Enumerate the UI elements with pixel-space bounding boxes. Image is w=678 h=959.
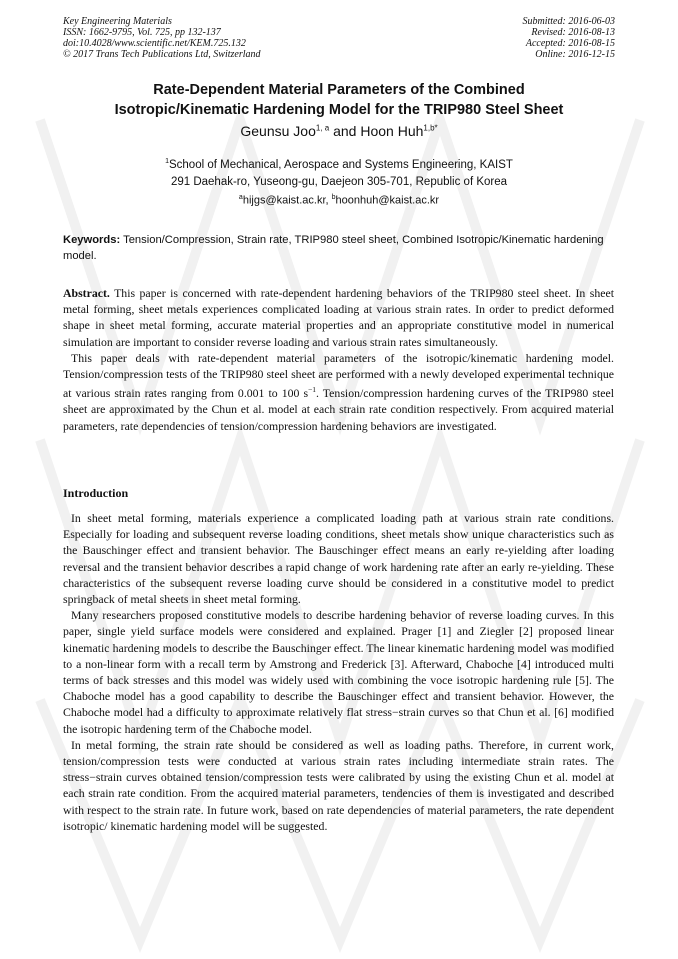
- intro-paragraph-2: Many researchers proposed constitutive models to describe hardening behavior of reverse loading curves. In this paper, single yield surface models were considered and explained. Prager [1] and Ziegler [2] proposed linear kinematic hardening models to describe the Bauschinger effect. The linear kinematic hardening model was modified to a non-linear form with a recall term by Amstrong and Frederick [3]. Afterward, Chaboche [4] introduced multi terms of back stresses and this model was widely used with combining the voce isotropic hardening rule [5]. The Chaboche model has a good capability to describe the Bauschinger effect and transient behavior. However, the Chaboche model had a difficulty to approximate relatively flat stress−strain curves so that Chun et al. [6] modified the isotropic hardening term of the Chaboche model.: [63, 608, 614, 736]
- email-a-mark: a: [238, 194, 243, 201]
- abstract-paragraph-1: [63, 285, 614, 350]
- email-b: hoonhuh@kaist.ac.kr: [335, 194, 440, 207]
- revised-date: Revised: 2016-08-13: [531, 27, 615, 38]
- keywords-section: [63, 232, 614, 264]
- email-b-mark: b: [331, 194, 336, 201]
- abstract-label: Abstract.: [63, 286, 110, 300]
- abstract-section: [63, 285, 614, 434]
- abstract-p2-text-a: This paper deals with rate-dependent material parameters of the isotropic/kinematic hardening model. Tension/compression tests of the TRIP980 steel sheet are performed with a newly developed experimental technique at various strain rates ranging from 0.001 to 100 s: [63, 350, 614, 401]
- submitted-date: Submitted: 2016-06-03: [522, 16, 615, 27]
- author-emails: [40, 194, 638, 207]
- author-1-affil: 1, a: [315, 123, 330, 133]
- abstract-p1-text: This paper is concerned with rate-dependent hardening behaviors of the TRIP980 steel sheet. In sheet metal forming, sheet metals experiences complicated loading at various strain rates. In order to predict deformed shape in sheet metal forming, accurate material properties and an appropriate constitutive model in numerical simulation are important to consider reverse loading and various strain rates simultaneously.: [63, 286, 614, 349]
- intro-paragraph-1: In sheet metal forming, materials experience a complicated loading path at various strain rate conditions. Especially for loading and subsequent reverse loading conditions, sheet metals show unique characteristics such as the Bauschinger effect and transient behavior. The Bauschinger effect means an early re-yielding after loading reversal and the transient behavior describes a rapid change of work hardening rate after an early re-yielding. These characteristics of the subsequent reverse loading curve should be considered in a constitutive model to predict springback of metal sheets in sheet metal forming.: [63, 511, 614, 607]
- publication-dates: [523, 16, 616, 60]
- journal-name: Key Engineering Materials: [63, 16, 172, 27]
- issn-line: ISSN: 1662-9795, Vol. 725, pp 132-137: [63, 27, 221, 38]
- author-1: Geunsu Joo: [240, 123, 316, 139]
- title-line-1: Rate-Dependent Material Parameters of the Combined: [153, 82, 525, 98]
- email-a: hijgs@kaist.ac.kr,: [242, 194, 332, 207]
- paper-title: [40, 80, 638, 120]
- affiliation-line-1: School of Mechanical, Aerospace and Systems Engineering, KAIST: [168, 158, 513, 171]
- introduction-section: [63, 510, 614, 834]
- doi-line: doi:10.4028/www.scientific.net/KEM.725.132: [63, 38, 246, 49]
- author-list: [40, 123, 638, 139]
- keywords-label: Keywords:: [63, 234, 121, 246]
- introduction-heading: Introduction: [63, 486, 129, 500]
- author-2-affil: 1,b*: [423, 123, 438, 133]
- journal-info: [63, 16, 261, 60]
- author-separator: and: [329, 123, 361, 139]
- copyright-line: © 2017 Trans Tech Publications Ltd, Switzerland: [63, 49, 261, 60]
- journal-header: [63, 16, 615, 60]
- affiliation-mark: 1: [165, 158, 169, 165]
- intro-paragraph-3: In metal forming, the strain rate should be considered as well as loading paths. Therefore, in current work, tension/compression tests were conducted at various strain rates including intermediate strain rates. The stress−strain curves obtained tension/compression tests were calibrated by using the existing Chun et al. model at each strain rate condition. From the acquired material parameters, tendencies of them is investigated and described with respect to the strain rate. In future work, based on rate dependencies of material parameters, the rate dependent isotropic/ kinematic hardening model will be suggested.: [63, 737, 614, 833]
- abstract-p2-text-b: . Tension/compression hardening curves of the TRIP980 steel sheet are approximated by the Chun et al. model at each strain rate condition respectively. From acquired material parameters, rate dependencies of tension/compression hardening behaviors are investigated.: [63, 386, 614, 433]
- keywords-text: Tension/Compression, Strain rate, TRIP980 steel sheet, Combined Isotropic/Kinematic hardening model.: [63, 234, 604, 262]
- affiliation: [40, 153, 638, 191]
- accepted-date: Accepted: 2016-08-15: [525, 38, 615, 49]
- title-line-2: Isotropic/Kinematic Hardening Model for the TRIP980 Steel Sheet: [114, 102, 564, 118]
- abstract-paragraph-2: [63, 350, 614, 434]
- author-2: Hoon Huh: [360, 123, 424, 139]
- abstract-p2-superscript: −1: [308, 385, 317, 395]
- online-date: Online: 2016-12-15: [535, 49, 615, 60]
- affiliation-line-2: 291 Daehak-ro, Yuseong-gu, Daejeon 305-701, Republic of Korea: [170, 175, 508, 188]
